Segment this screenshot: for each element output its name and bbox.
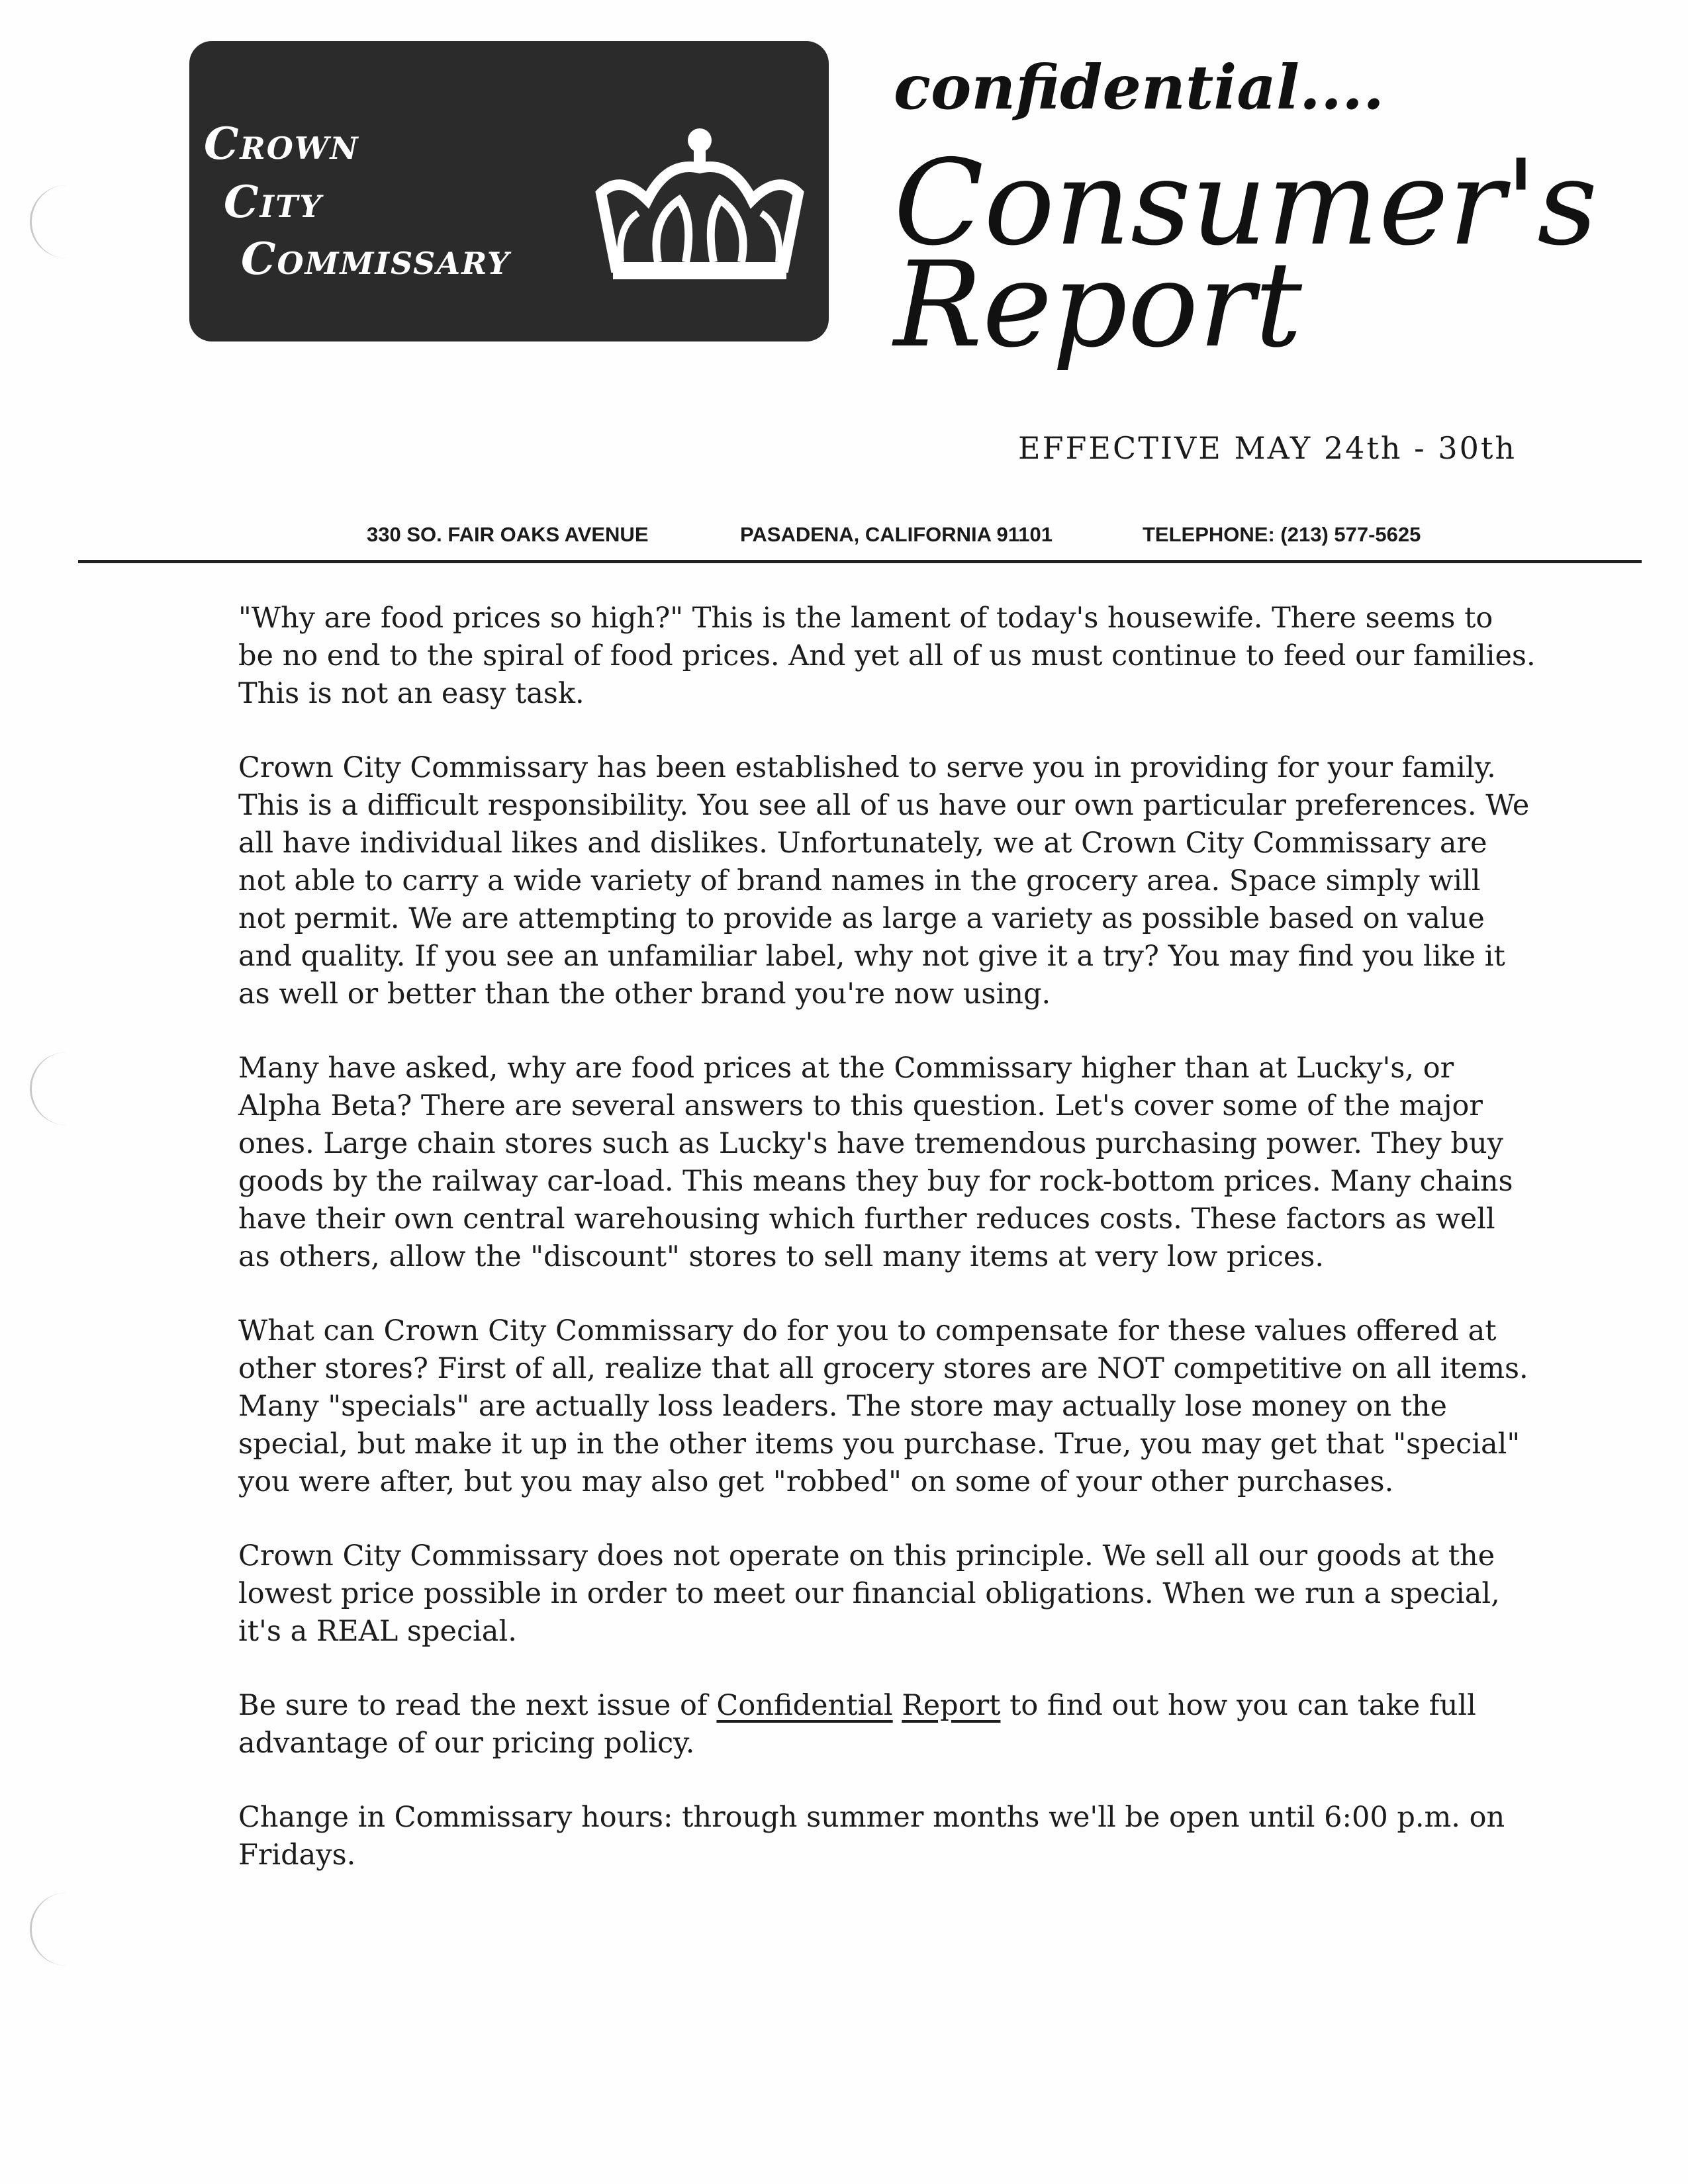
crown-city-commissary-logo xyxy=(189,41,829,341)
paragraph: Change in Commissary hours: through summer months we'll be open until 6:00 p.m. on Fridays. xyxy=(238,1801,1505,1872)
paragraph: What can Crown City Commissary do for you to compensate for these values offered at other stores? First of all, realize that all grocery stores are NOT competitive on all items. Many "specials" are actually loss leaders. The store may actually lose money on the special, but make it up in the other items you purchase. True, you may get that "special" you were after, but you may also get "robbed" on some of your other purchases. xyxy=(238,1314,1528,1498)
logo-line-commissary: Commissary xyxy=(241,233,510,285)
address-city: PASADENA, CALIFORNIA 91101 xyxy=(740,523,1053,546)
article-body xyxy=(238,600,1536,1911)
punch-hole xyxy=(30,1052,78,1125)
title-report: Report xyxy=(894,236,1303,373)
confidential-heading: confidential.... xyxy=(894,52,1385,123)
address-street: 330 SO. FAIR OAKS AVENUE xyxy=(367,523,649,546)
address-phone: TELEPHONE: (213) 577-5625 xyxy=(1143,523,1421,546)
paragraph: Crown City Commissary does not operate on this principle. We sell all our goods at the lowest price possible in order to meet our financial obligations. When we run a special, it's a REAL special. xyxy=(238,1539,1500,1648)
publication-title-report: Report xyxy=(902,1689,1001,1722)
title-consumers: Consumer's xyxy=(894,134,1598,271)
punch-hole xyxy=(30,185,78,258)
paragraph-text: Be sure to read the next issue of xyxy=(238,1689,717,1722)
effective-dates: EFFECTIVE MAY 24th - 30th xyxy=(1018,430,1517,466)
logo-line-crown: Crown xyxy=(204,118,359,169)
paragraph: Crown City Commissary has been established to serve you in providing for your family. This is a difficult responsibility. You see all of us have our own particular preferences. We all have individual likes and dislikes. Unfortunately, we at Crown City Commissary are not able to carry a wide variety of brand names in the grocery area. Space simply will not permit. We are attempting to provide as large a variety as possible based on value and quality. If you see an unfamiliar label, why not give it a try? You may find you like it as well or better than the other brand you're now using. xyxy=(238,751,1530,1011)
crown-icon xyxy=(594,120,805,293)
paragraph: Many have asked, why are food prices at the Commissary higher than at Lucky's, or Alpha Beta? There are several answers to this question. Let's cover some of the major ones. Large chain stores such as Lucky's have tremendous purchasing power. They buy goods by the railway car-load. This means they buy for rock-bottom prices. Many chains have their own central warehousing which further reduces costs. These factors as well as others, allow the "discount" stores to sell many items at very low prices. xyxy=(238,1052,1513,1273)
paragraph: "Why are food prices so high?" This is the lament of today's housewife. There seems to be no end to the spiral of food prices. And yet all of us must continue to feed our families. This is not an easy task. xyxy=(238,602,1536,710)
punch-hole xyxy=(30,1893,78,1966)
paragraph xyxy=(238,1687,1536,1762)
logo-line-city: City xyxy=(224,176,323,228)
header-divider xyxy=(78,560,1642,563)
publication-title-confidential: Confidential xyxy=(716,1689,893,1722)
paragraph-text: to find out how you can take full advantage of our pricing policy. xyxy=(238,1689,1476,1760)
